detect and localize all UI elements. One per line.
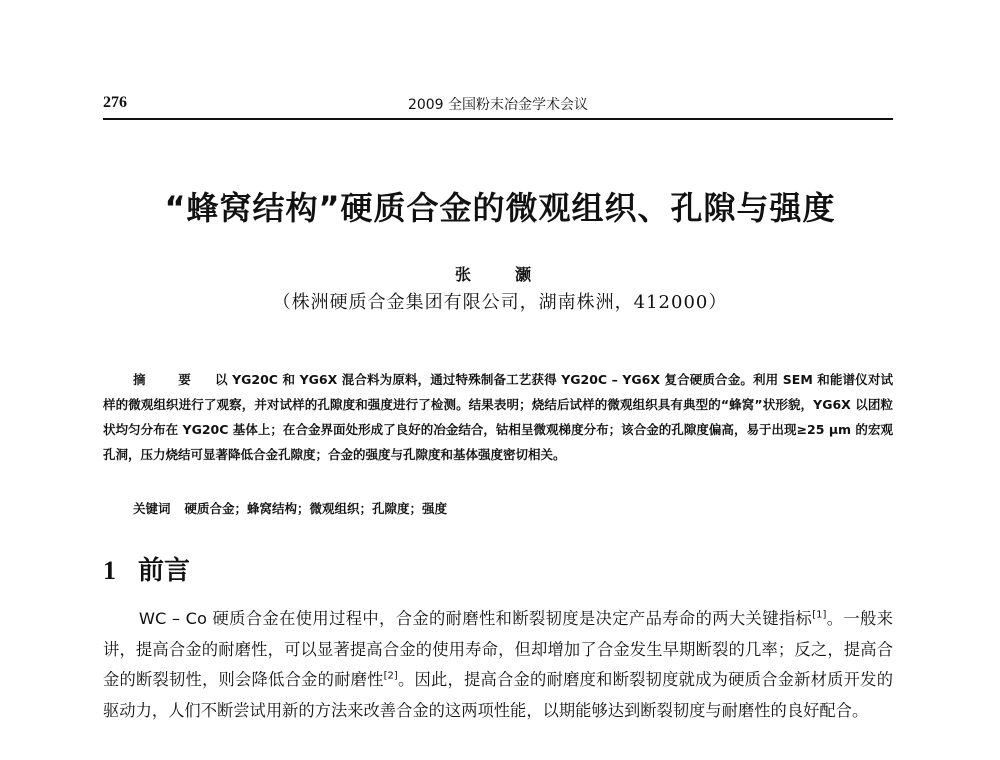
paragraph-text: WC – Co 硬质合金在使用过程中，合金的耐磨性和断裂韧度是决定产品寿命的两大关键指标 (138, 609, 813, 628)
section-number: 1 (103, 556, 116, 585)
abstract-text: 以 YG20C 和 YG6X 混合料为原料，通过特殊制备工艺获得 YG20C – YG6X 复合硬质合金。利用 SEM 和能谱仪对试样的微观组织进行了观察，并对试样的孔隙度和强度进行了检测。结果表明；烧结后试样的微观组织具有典型的“蜂窝”状形貌，YG6X 以团粒状均匀分布在 YG20C 基体上；在合金界面处形成了良好的冶金结合，钴相呈微观梯度分布；该合金的孔隙度偏高，易于出现≥25 μm 的宏观孔洞，压力烧结可显著降低合金孔隙度；合金的强度与孔隙度和基体强度密切相关。 (103, 372, 893, 462)
author-affiliation: （株洲硬质合金集团有限公司，湖南株洲，412000） (272, 292, 728, 313)
keywords-text: 硬质合金；蜂窝结构；微观组织；孔隙度；强度 (184, 501, 448, 516)
body-paragraph (103, 604, 893, 726)
author-name: 张 灏 (454, 265, 545, 284)
citation-ref: [2] (383, 670, 398, 682)
paper-title: “蜂窝结构”硬质合金的微观组织、孔隙与强度 (164, 189, 836, 227)
page-number: 276 (103, 94, 127, 111)
abstract-label: 摘 要 (133, 372, 201, 387)
abstract (103, 367, 893, 467)
keywords (133, 499, 893, 517)
citation-ref: [1] (812, 609, 827, 621)
running-header (103, 92, 893, 120)
section-title: 前言 (138, 556, 191, 586)
paragraph-text: 。因此，提高合金的耐磨度和断裂韧度就成为硬质合金新材质开发的驱动力，人们不断尝试用新的方法来改善合金的这两项性能，以期能够达到断裂韧度与耐磨性的良好配合。 (103, 670, 893, 720)
journal-name: 2009 全国粉末冶金学术会议 (407, 97, 589, 113)
section-heading (103, 550, 190, 587)
paragraph-text: 。一般来讲，提高合金的耐磨性，可以显著提高合金的使用寿命，但却增加了合金发生早期断裂的几率；反之，提高合金的断裂韧性，则会降低合金的耐磨性 (103, 609, 893, 689)
body-text (103, 604, 893, 726)
keywords-label: 关键词 (133, 501, 171, 516)
